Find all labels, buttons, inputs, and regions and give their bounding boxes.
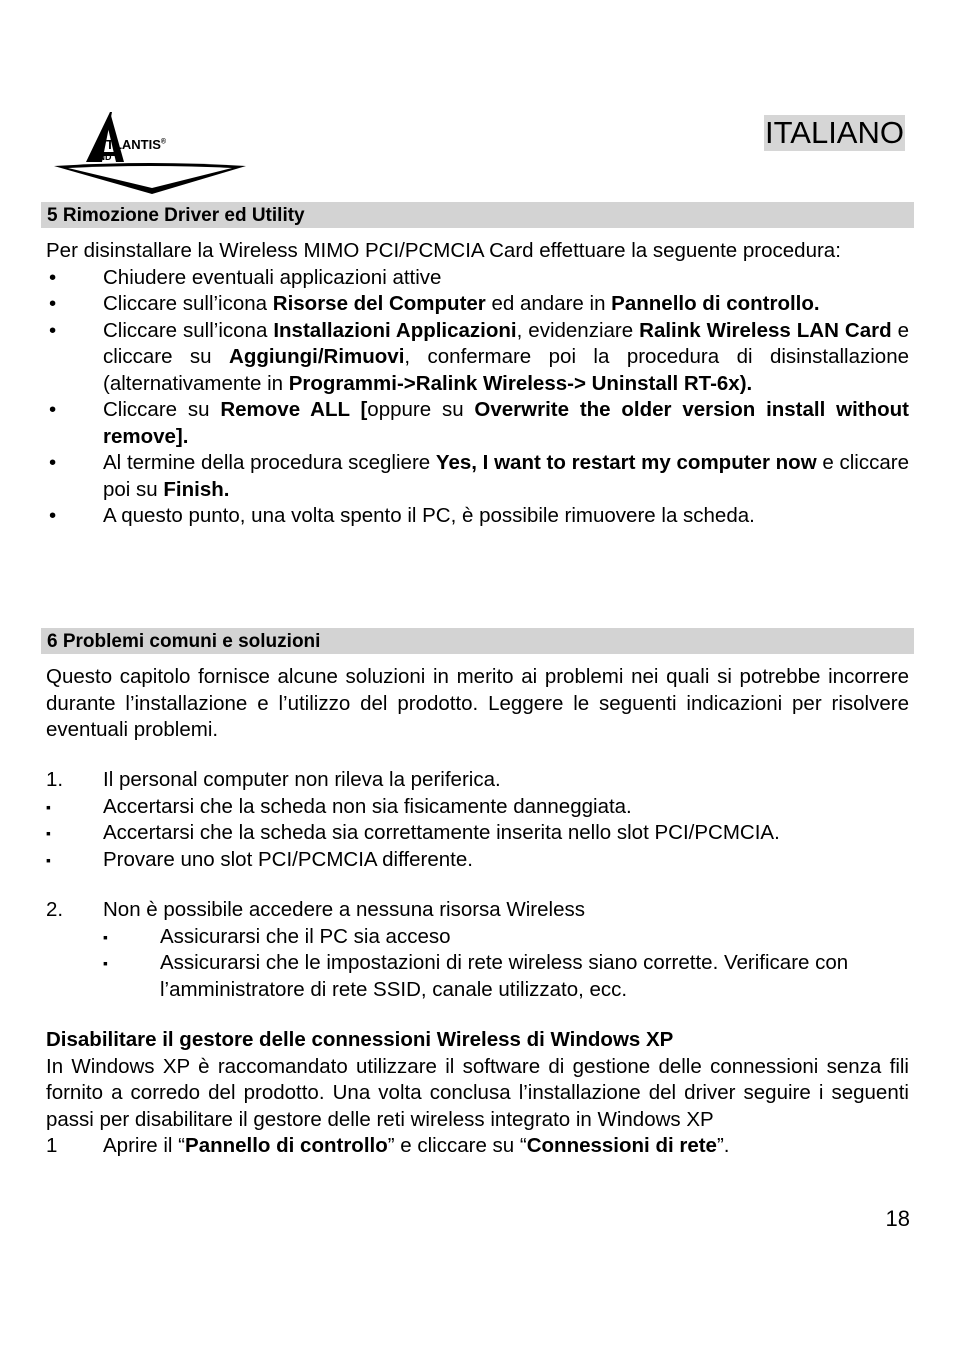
square-bullet-icon: ▪ <box>46 798 51 815</box>
solution-text: Assicurarsi che le impostazioni di rete wireless siano corrette. Verificare con l’amministratore di rete SSID, canale utilizzato, ecc. <box>160 951 849 1001</box>
windows-xp-paragraph: In Windows XP è raccomandato utilizzare il software di gestione delle connessioni senza fili fornito a corredo del prodotto. Una volta conclusa l’installazione del driver seguire i seguenti passi per disabilitare il gestore delle reti wireless integrato in Windows XP <box>46 1054 909 1131</box>
problem-1 <box>46 767 909 873</box>
step-text: ” e cliccare su “ <box>387 1134 527 1157</box>
bullet-text: Cliccare sull’icona <box>103 292 273 315</box>
logo-registered-mark: ® <box>160 138 167 146</box>
bullet-bold-text: Remove ALL [ <box>220 398 368 421</box>
solution-text: Assicurarsi che il PC sia acceso <box>160 924 451 948</box>
problem-1-list <box>46 767 909 794</box>
bullet-bold-text: Ralink Wireless LAN Card <box>639 318 892 342</box>
step-bold-text: Pannello di controllo <box>185 1134 388 1157</box>
square-bullet-icon: ▪ <box>46 825 51 841</box>
bullet-text: Al termine della procedura scegliere <box>103 451 436 474</box>
bullet-icon: • <box>49 292 57 315</box>
list-item <box>46 318 909 398</box>
bullet-text: A questo punto, una volta spento il PC, è possibile rimuovere la scheda. <box>103 504 755 527</box>
problem-text: Non è possibile accedere a nessuna risorsa Wireless <box>103 898 585 921</box>
section-6-title: 6 Problemi comuni e soluzioni <box>47 631 321 652</box>
solution-text: Accertarsi che la scheda non sia fisicamente danneggiata. <box>103 794 632 818</box>
square-bullet-icon: ▪ <box>103 928 108 945</box>
list-item <box>46 820 909 847</box>
bullet-text: Cliccare su <box>103 398 221 421</box>
problem-2-list <box>46 897 909 924</box>
windows-xp-heading: Disabilitare il gestore delle connessioni Wireless di Windows XP <box>46 1028 674 1051</box>
language-label: ITALIANO <box>765 115 904 150</box>
bullet-bold-text: Aggiungi/Rimuovi <box>229 345 405 368</box>
section-5-intro: Per disinstallare la Wireless MIMO PCI/PCMCIA Card effettuare la seguente procedura: <box>46 239 841 262</box>
step-text: Aprire il “ <box>103 1134 186 1157</box>
logo-wordmark-text: TLANTIS <box>106 137 161 152</box>
bullet-bold-text: Pannello di controllo. <box>611 292 820 315</box>
bullet-bold-text: Programmi->Ralink Wireless-> Uninstall RT-6x). <box>288 371 753 395</box>
section-6-body <box>46 664 909 744</box>
list-item <box>46 897 909 924</box>
section-5-body <box>46 238 909 530</box>
list-item <box>46 847 909 874</box>
list-number: 1. <box>46 768 64 791</box>
bullet-icon: • <box>49 451 57 474</box>
bullet-text: e cliccare poi su <box>103 451 909 501</box>
section-5-bullet-list <box>46 265 909 530</box>
bullet-icon: • <box>49 398 57 421</box>
bullet-icon: • <box>49 318 57 342</box>
section-5-header <box>41 202 914 228</box>
list-item <box>46 291 909 318</box>
bullet-text: , evidenziare <box>516 318 640 342</box>
bullet-text: e cliccare su <box>103 318 909 368</box>
bullet-bold-text: Installazioni Applicazioni <box>273 318 517 342</box>
bullet-text: oppure su <box>367 398 475 421</box>
list-item <box>46 1133 909 1160</box>
list-item <box>46 397 909 450</box>
bullet-bold-text: Risorse del Computer <box>272 292 486 315</box>
solution-text: Provare uno slot PCI/PCMCIA differente. <box>103 847 473 871</box>
list-item <box>46 450 909 503</box>
bullet-bold-text: Overwrite the older version install without remove]. <box>103 398 909 448</box>
section-6-intro: Questo capitolo fornisce alcune soluzioni in merito ai problemi nei quali si potrebbe incorrere durante l’installazione e l’utilizzo del prodotto. Leggere le seguenti indicazioni per risolvere eventuali problemi. <box>46 665 909 741</box>
step-bold-text: Connessioni di rete <box>526 1134 717 1157</box>
list-number: 2. <box>46 898 64 921</box>
list-item <box>46 503 909 530</box>
windows-xp-section <box>46 1027 909 1160</box>
atlantis-logo-graphic <box>50 108 250 198</box>
bullet-icon: • <box>49 504 57 527</box>
bullet-icon: • <box>49 265 57 289</box>
section-6-header <box>41 628 914 654</box>
bullet-text: Cliccare sull’icona <box>103 318 274 342</box>
logo-wordmark <box>106 137 166 152</box>
bullet-bold-text: Finish. <box>163 477 230 501</box>
list-item <box>46 767 909 794</box>
bullet-text: Chiudere eventuali applicazioni attive <box>103 265 442 289</box>
list-item <box>46 924 909 951</box>
list-number: 1 <box>46 1134 58 1157</box>
bullet-bold-text: Yes, I want to restart my computer now <box>435 451 817 474</box>
square-bullet-icon: ▪ <box>103 955 108 971</box>
problem-text: Il personal computer non rileva la periferica. <box>103 768 501 791</box>
square-bullet-icon: ▪ <box>46 851 51 868</box>
list-item <box>46 794 909 821</box>
bullet-text: ed andare in <box>485 292 612 315</box>
list-item <box>46 950 909 1003</box>
atlantis-logo <box>50 108 250 198</box>
step-text: ”. <box>716 1134 730 1157</box>
list-item <box>46 265 909 292</box>
section-5-title: 5 Rimozione Driver ed Utility <box>47 205 305 226</box>
problem-2 <box>46 897 909 1003</box>
logo-sub-text: AND <box>92 152 112 162</box>
solution-text: Accertarsi che la scheda sia correttamente inserita nello slot PCI/PCMCIA. <box>103 821 780 844</box>
page-number: 18 <box>885 1206 910 1231</box>
windows-xp-steps <box>46 1133 909 1160</box>
bullet-text: , confermare poi la procedura di disinstallazione (alternativamente in <box>103 345 909 395</box>
